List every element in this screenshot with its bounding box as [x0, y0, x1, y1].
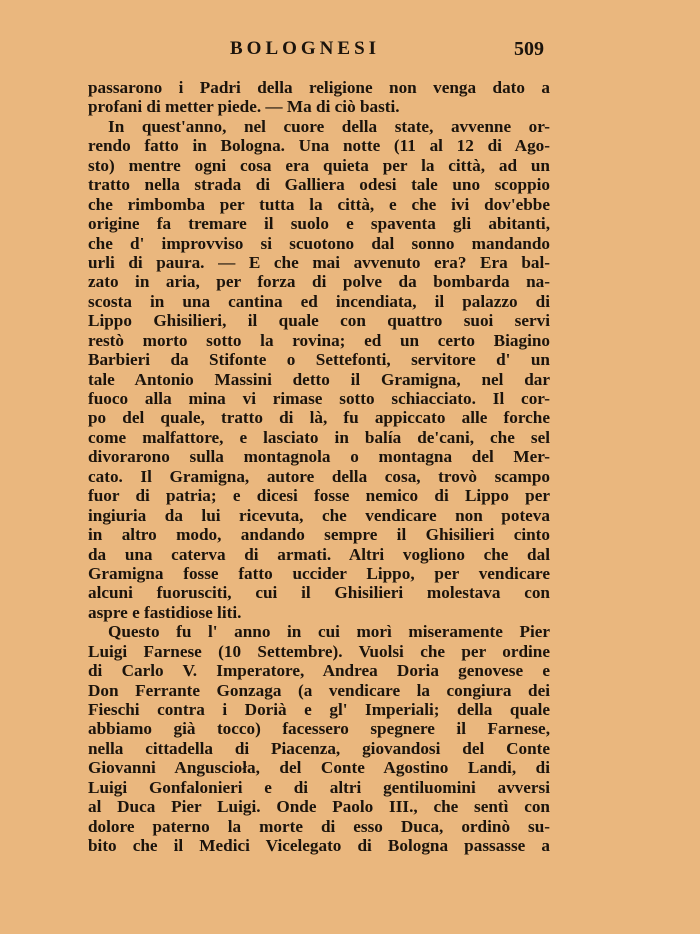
text-line: fuoco alla mina vi rimase sotto schiacciato. Il cor- [88, 389, 550, 408]
text-line: tratto nella strada di Galliera odesi tale uno scoppio [88, 175, 550, 195]
body-text [88, 78, 550, 856]
text-line: Luigi Farnese (10 Settembre). Vuolsi che per ordine [88, 641, 550, 661]
page-number: 509 [514, 38, 544, 60]
text-line: abbiamo già tocco) facessero spegnere il Farnese, [88, 719, 550, 739]
text-line: In quest'anno, nel cuore della state, avvenne or- [108, 116, 550, 136]
text-line: che d' improvviso si scuotono dal sonno mandando [88, 233, 550, 253]
text-line: Gramigna fosse fatto uccider Lippo, per vendicare [88, 563, 550, 583]
text-line: bito che il Medici Vicelegato di Bologna passasse a [88, 836, 550, 856]
text-line: Don Ferrante Gonzaga (a vendicare la congiura dei [88, 680, 550, 700]
text-line: di Carlo V. Imperatore, Andrea Doria genovese e [88, 661, 550, 681]
text-line: tale Antonio Massini detto il Gramigna, nel dar [88, 369, 550, 389]
text-line: alcuni fuorusciti, cui il Ghisilieri molestava con [88, 583, 550, 603]
text-line: Fieschi contra i Dorià e gl' Imperiali; della quale [88, 700, 550, 719]
text-line: Barbieri da Stifonte o Settefonti, servitore d' un [88, 350, 550, 370]
text-line: in altro modo, andando sempre il Ghisilieri cinto [88, 525, 550, 545]
text-line: rendo fatto in Bologna. Una notte (11 al 12 di Ago- [88, 136, 550, 156]
text-line: che rimbomba per tutta la città, e che ivi dov'ebbe [88, 194, 550, 214]
text-line: Giovanni Anguscioła, del Conte Agostino Landi, di [88, 758, 550, 778]
text-line: zato in aria, per forza di polve da bombarda na- [88, 272, 550, 292]
text-line: profani di metter piede. — Ma di ciò basti. [88, 97, 400, 117]
text-line: fuor di patria; e dicesi fosse nemico di Lippo per [88, 486, 550, 506]
text-line: divorarono sulla montagnola o montagna del Mer- [88, 447, 550, 467]
text-line: restò morto sotto la rovina; ed un certo Biagino [88, 330, 550, 350]
page-header [90, 38, 550, 66]
text-line: Questo fu l' anno in cui morì miseramente Pier [108, 622, 550, 642]
text-line: sto) mentre ogni cosa era quieta per la città, ad un [88, 155, 550, 175]
text-line: da una caterva di armati. Altri vogliono che dal [88, 544, 550, 564]
running-title: BOLOGNESI [230, 38, 381, 59]
text-line: urli di paura. — E che mai avvenuto era? Era bal- [88, 252, 550, 272]
text-line: al Duca Pier Luigi. Onde Paolo III., che sentì con [88, 797, 550, 817]
text-line: Luigi Gonfalonieri e di altri gentiluomini avversi [88, 777, 550, 797]
text-line: scosta in una cantina ed incendiata, il palazzo di [88, 291, 550, 311]
text-line: aspre e fastidiose liti. [88, 602, 242, 622]
text-line: dolore paterno la morte di esso Duca, ordinò su- [88, 816, 550, 836]
text-line: cato. Il Gramigna, autore della cosa, trovò scampo [88, 466, 550, 486]
text-line: passarono i Padri della religione non venga dato a [88, 78, 550, 97]
text-line: nella cittadella di Piacenza, giovandosi del Conte [88, 738, 550, 758]
text-line: Lippo Ghisilieri, il quale con quattro suoi servi [88, 311, 550, 331]
text-line: origine fa tremare il suolo e spaventa gli abitanti, [88, 214, 550, 234]
text-line: ingiuria da lui ricevuta, che vendicare non poteva [88, 505, 550, 525]
text-line: come malfattore, e lasciato in balía de'cani, che sel [88, 427, 550, 447]
text-line: po del quale, tratto di là, fu appiccato alle forche [88, 408, 550, 428]
